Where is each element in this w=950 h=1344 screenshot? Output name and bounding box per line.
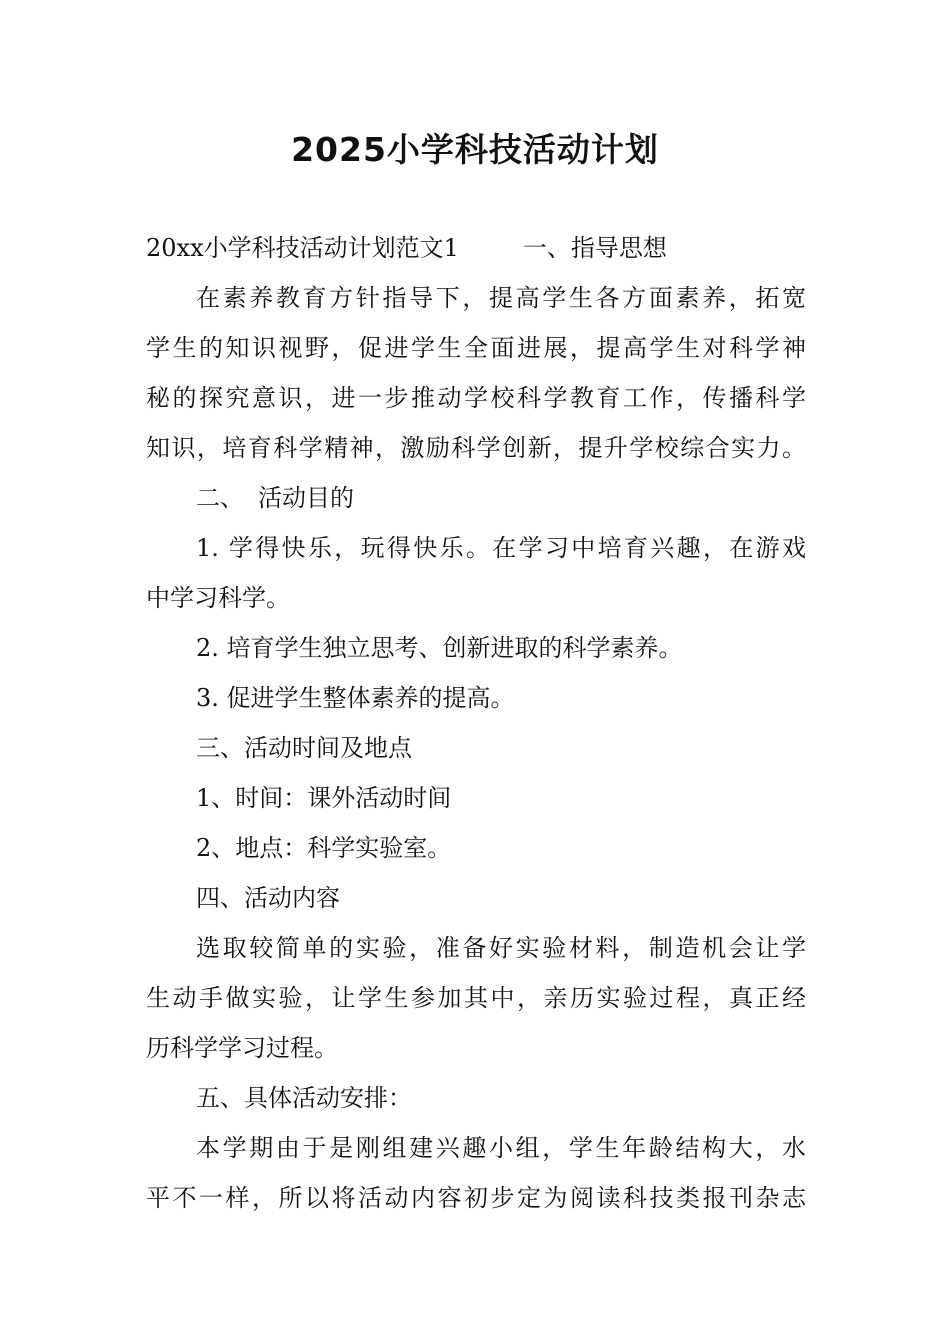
list-item: 3. 促进学生整体素养的提高。 (196, 684, 515, 712)
heading-guiding-ideology: 一、指导思想 (522, 234, 667, 262)
document-title: 2025小学科技活动计划 (291, 130, 659, 169)
section-number: 二、 (196, 484, 244, 512)
section-two-heading (196, 480, 806, 516)
section-one-heading-line (146, 230, 806, 266)
paragraph-line: 知识，培育科学精神，激励科学创新，提升学校综合实力。 (146, 434, 806, 462)
paragraph-line: 秘的探究意识，进一步推动学校科学教育工作，传播科学 (146, 384, 806, 412)
paragraph-line: 生动手做实验，让学生参加其中，亲历实验过程，真正经 (146, 984, 806, 1012)
section-five-heading: 五、具体活动安排： (196, 1084, 412, 1112)
section-four-heading: 四、活动内容 (196, 884, 340, 912)
section-title: 活动目的 (258, 484, 354, 512)
subtitle-text: 20xx小学科技活动计划范文1 (146, 234, 459, 262)
list-item: 2、地点：科学实验室。 (196, 834, 452, 862)
paragraph-line: 中学习科学。 (146, 584, 290, 612)
paragraph-line: 在素养教育方针指导下，提高学生各方面素养，拓宽 (196, 284, 806, 312)
paragraph-line: 学生的知识视野，促进学生全面进展，提高学生对科学神 (146, 334, 806, 362)
paragraph-line: 历科学学习过程。 (146, 1034, 338, 1062)
list-item: 1. 学得快乐，玩得快乐。在学习中培育兴趣，在游戏 (196, 534, 806, 562)
paragraph-line: 平不一样，所以将活动内容初步定为阅读科技类报刊杂志 (146, 1184, 806, 1212)
paragraph-line: 选取较简单的实验，准备好实验材料，制造机会让学 (196, 934, 806, 962)
list-item: 2. 培育学生独立思考、创新进取的科学素养。 (196, 634, 683, 662)
section-three-heading: 三、活动时间及地点 (196, 734, 412, 762)
paragraph-line: 本学期由于是刚组建兴趣小组，学生年龄结构大，水 (196, 1134, 806, 1162)
list-item: 1、时间：课外活动时间 (196, 784, 452, 812)
